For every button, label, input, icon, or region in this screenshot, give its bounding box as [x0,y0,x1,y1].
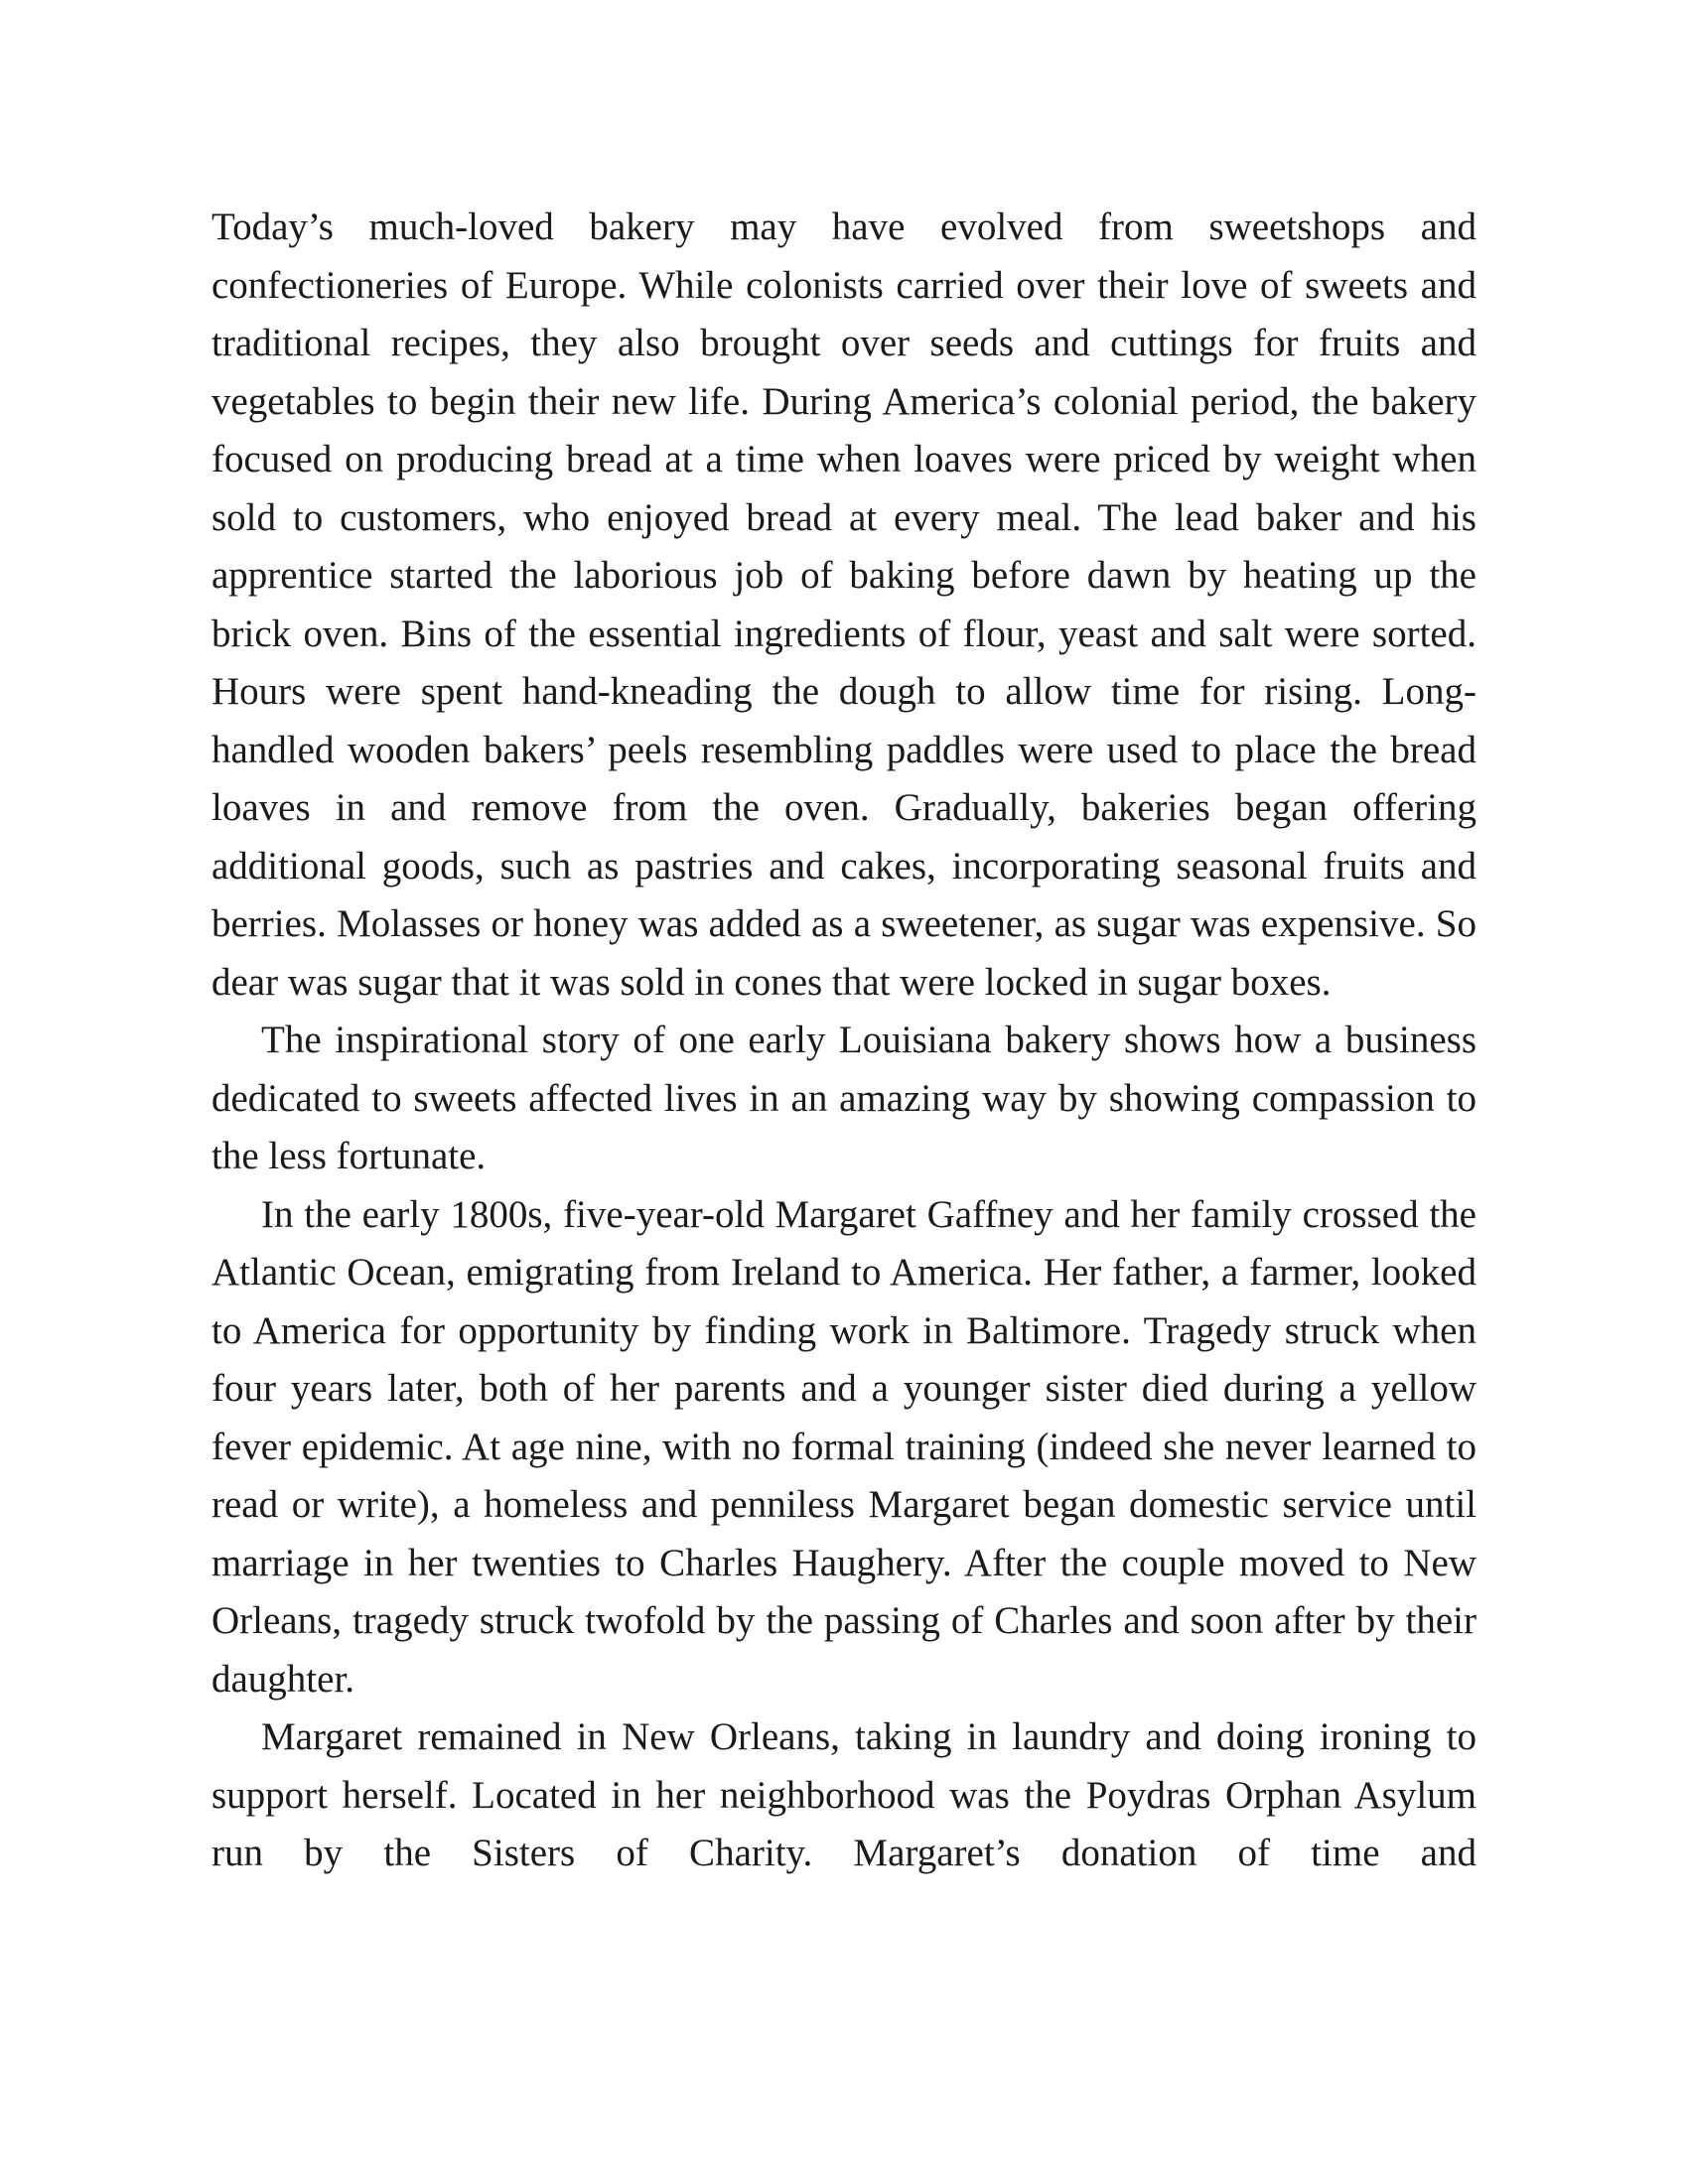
paragraph-louisiana-bakery: The inspirational story of one early Louisiana bakery shows how a business dedicated to sweets affected lives in an amazing way by showing compassion to the less fortunate. [211,1019,1477,1177]
document-page [211,199,1477,1883]
paragraph-bakery-history: Today’s much-loved bakery may have evolved from sweetshops and confectioneries of Europe. While colonists carried over their love of sweets and traditional recipes, they also brought over seeds and cuttings for fruits and vegetables to begin their new life. During America’s colonial period, the bakery focused on producing bread at a time when loaves were priced by weight when sold to customers, who enjoyed bread at every meal. The lead baker and his apprentice started the laborious job of baking before dawn by heating up the brick oven. Bins of the essential ingredients of flour, yeast and salt were sorted. Hours were spent hand-kneading the dough to allow time for rising. Long-handled wooden bakers’ peels resembling paddles were used to place the bread loaves in and remove from the oven. Gradually, bakeries began offering additional goods, such as pastries and cakes, incorporating seasonal fruits and berries. Molasses or honey was added as a sweetener, as sugar was expensive. So dear was sugar that it was sold in cones that were locked in sugar boxes. [211,205,1477,1004]
paragraph-margaret-new-orleans: Margaret remained in New Orleans, taking in laundry and doing ironing to support herself. Located in her neighborhood was the Poydras Orphan Asylum run by the Sisters of Charity. Margaret’s donation of time and [211,1715,1477,1874]
paragraph-margaret-early-life: In the early 1800s, five-year-old Margaret Gaffney and her family crossed the Atlantic Ocean, emigrating from Ireland to America. Her father, a farmer, looked to America for opportunity by finding work in Baltimore. Tragedy struck when four years later, both of her parents and a younger sister died during a yellow fever epidemic. At age nine, with no formal training (indeed she never learned to read or write), a homeless and penniless Margaret began domestic service until marriage in her twenties to Charles Haughery. After the couple moved to New Orleans, tragedy struck twofold by the passing of Charles and soon after by their daughter. [211,1192,1477,1701]
